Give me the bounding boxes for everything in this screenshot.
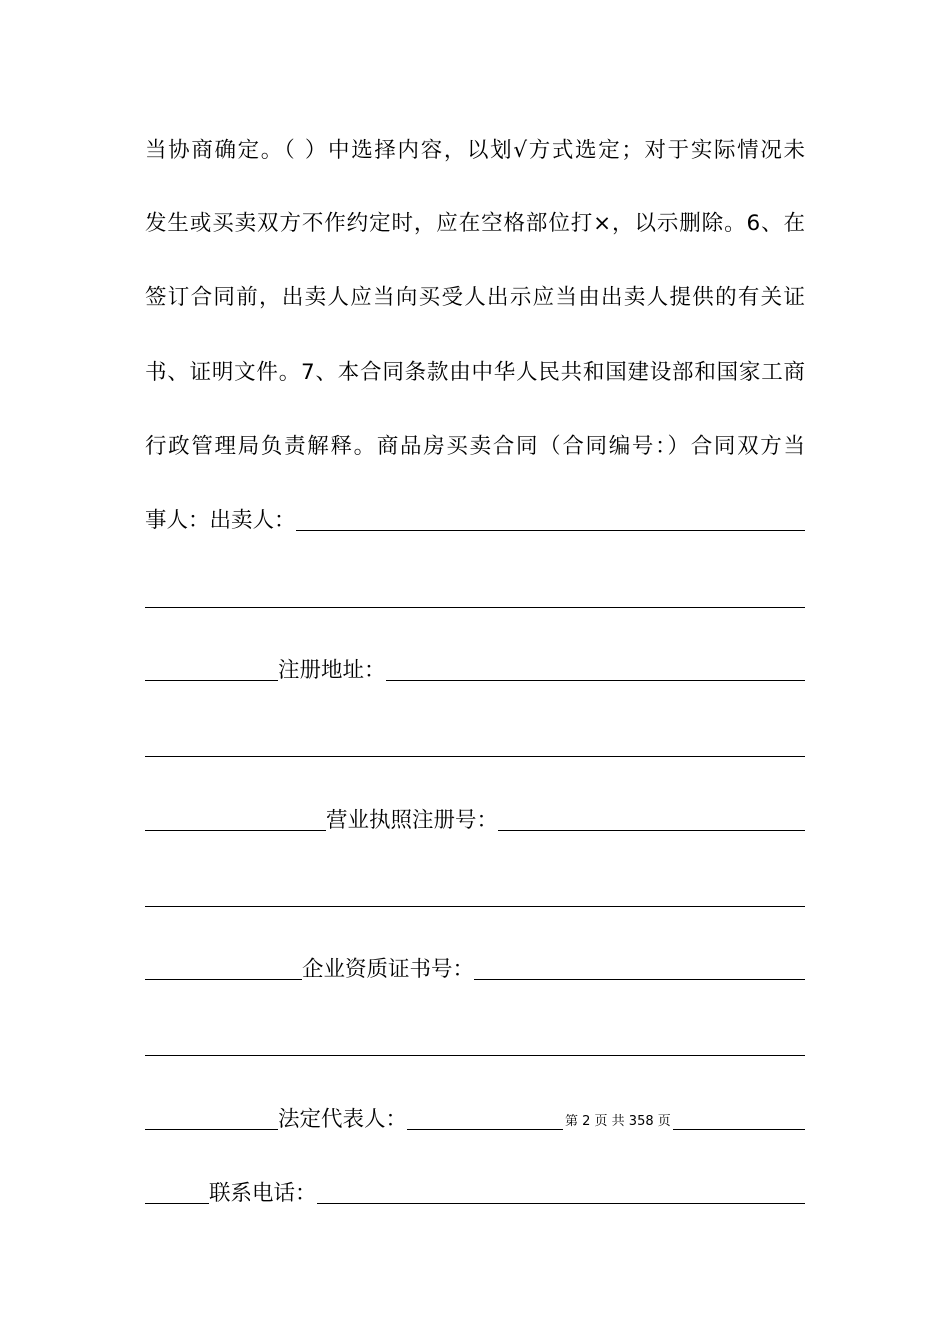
business-license-blank[interactable] [498, 824, 805, 831]
legal-rep-row [145, 1105, 805, 1135]
phone-lead-blank[interactable] [145, 1197, 209, 1204]
registered-address-lead-blank[interactable] [145, 674, 278, 681]
paragraph-line-3: 签订合同前，出卖人应当向买受人出示应当由出卖人提供的有关证 [145, 285, 805, 310]
qualification-cert-row [145, 955, 805, 985]
phone-row [145, 1179, 805, 1209]
seller-label: 事人：出卖人： [145, 508, 296, 533]
paragraph-line-2: 发生或买卖双方不作约定时，应在空格部位打×，以示删除。6、在 [145, 211, 805, 236]
paragraph-line-4: 书、证明文件。7、本合同条款由中华人民共和国建设部和国家工商 [145, 360, 805, 385]
registered-address-continuation-blank[interactable] [145, 756, 805, 757]
qualification-cert-continuation-blank[interactable] [145, 1055, 805, 1056]
paragraph-line-1: 当协商确定。（ ）中选择内容，以划√方式选定；对于实际情况未 [145, 138, 805, 163]
qualification-cert-label: 企业资质证书号： [302, 957, 475, 982]
business-license-label: 营业执照注册号： [326, 808, 499, 833]
phone-label: 联系电话： [209, 1181, 317, 1206]
registered-address-blank[interactable] [386, 674, 805, 681]
paragraph-line-5: 行政管理局负责解释。商品房买卖合同（合同编号：）合同双方当 [145, 434, 805, 459]
page-number-footer: 第 2 页 共 358 页 [565, 1114, 671, 1129]
legal-rep-lead-blank[interactable] [145, 1123, 278, 1130]
qualification-cert-lead-blank[interactable] [145, 973, 302, 980]
legal-rep-label: 法定代表人： [278, 1107, 408, 1132]
phone-blank[interactable] [317, 1197, 805, 1204]
qualification-cert-blank[interactable] [474, 973, 805, 980]
business-license-lead-blank[interactable] [145, 824, 326, 831]
business-license-row [145, 806, 805, 836]
seller-row [145, 506, 805, 536]
seller-continuation-blank[interactable] [145, 607, 805, 608]
seller-blank[interactable] [296, 524, 805, 531]
registered-address-row [145, 656, 805, 686]
business-license-continuation-blank[interactable] [145, 906, 805, 907]
registered-address-label: 注册地址： [278, 658, 386, 683]
